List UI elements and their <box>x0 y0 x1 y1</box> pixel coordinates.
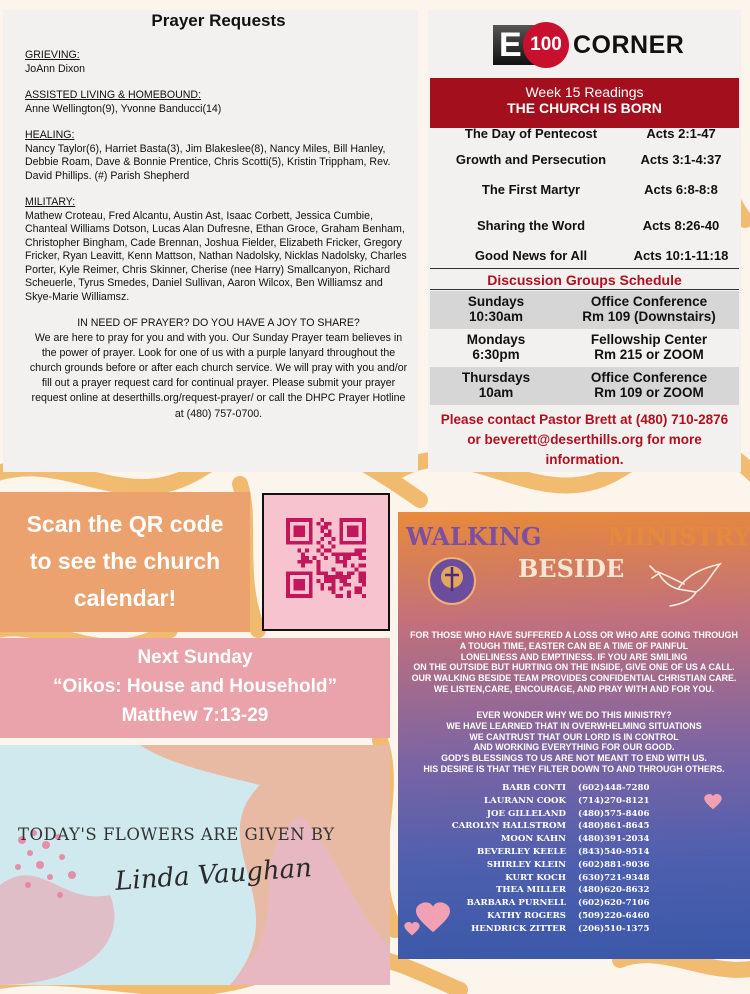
qr-module <box>347 583 351 587</box>
qr-module <box>347 575 351 579</box>
logo-e: E <box>493 25 537 65</box>
reading-reference: Acts 2:1-47 <box>646 126 716 141</box>
qr-module <box>347 594 351 598</box>
section-healing <box>25 129 412 183</box>
qr-module <box>343 583 347 587</box>
title-beside: BESIDE <box>518 554 625 583</box>
qr-module <box>347 552 351 556</box>
reading-title: Sharing the Word <box>476 218 586 233</box>
qr-module <box>332 579 336 583</box>
paragraph-line: A TOUGH TIME, EASTER CAN BE A TIME OF PAINFUL <box>459 640 689 651</box>
schedule-place: Fellowship Center <box>590 332 708 347</box>
e100-corner-panel <box>428 10 741 472</box>
qr-module <box>362 571 366 575</box>
contact-name: THEA MILLER <box>495 885 566 896</box>
qr-code-icon[interactable] <box>286 518 366 598</box>
section-body: Nancy Taylor(6), Harriet Basta(3), Jim Blakeslee(8), Nancy Miles, Bill Hanley, Debbie Roam, Dave & Bonnie Prentice, Chris Scotti(5), Kristin Trippham, Rev. David Phillips. (#) Parish Shepherd <box>25 142 391 182</box>
qr-module <box>332 545 336 549</box>
qr-module <box>316 571 320 575</box>
qr-module <box>294 526 305 537</box>
paragraph-line: WE HAVE LEARNED THAT IN OVERWHELMING SITUATIONS <box>446 720 702 731</box>
e100-logo <box>493 22 683 68</box>
qr-module <box>343 556 347 560</box>
contact-name: HENDRICK ZITTER <box>471 923 566 934</box>
list-item <box>428 872 728 885</box>
schedule-day: Thursdays <box>461 370 531 385</box>
qr-module <box>336 594 340 598</box>
contact-name: KURT KOCH <box>505 872 566 883</box>
qr-module <box>343 579 347 583</box>
qr-module <box>324 548 328 552</box>
contact-phone: (480)391-2034 <box>578 834 650 845</box>
logo-corner-word: CORNER <box>573 31 685 59</box>
qr-module <box>358 575 362 579</box>
schedule-room: Rm 109 or ZOOM <box>594 385 704 400</box>
qr-module <box>324 556 328 560</box>
qr-module <box>351 571 355 575</box>
reading-reference: Acts 6:8-8:8 <box>644 182 718 197</box>
list-item <box>428 795 728 808</box>
qr-module <box>324 533 328 537</box>
contact-name: LAURANN COOK <box>484 795 566 806</box>
schedule-row <box>430 367 739 405</box>
reading-title: The First Martyr <box>481 182 581 197</box>
next-sunday-banner <box>0 638 390 738</box>
ministry-paragraph-1 <box>398 630 750 695</box>
contact-phone: (630)721-9348 <box>578 872 650 883</box>
list-item <box>428 833 728 846</box>
qr-module <box>294 579 305 590</box>
qr-module <box>362 579 366 583</box>
qr-module <box>362 548 366 552</box>
schedule-room: Rm 215 or ZOOM <box>594 347 704 362</box>
section-heading: MILITARY: <box>25 196 76 208</box>
reading-reference: Acts 8:26-40 <box>642 218 720 233</box>
heart-icon <box>404 922 420 936</box>
flowers-title: TODAY'S FLOWERS ARE GIVEN BY <box>18 825 335 844</box>
ministry-paragraph-2 <box>398 710 750 775</box>
contact-phone: (480)620-8632 <box>578 885 650 896</box>
qr-module <box>328 579 332 583</box>
title-walking: WALKING <box>406 522 542 551</box>
section-assisted-living <box>25 89 412 116</box>
logo-100-circle: 100 <box>523 22 569 68</box>
schedule-time: 10am <box>478 385 514 400</box>
qr-module <box>339 579 343 583</box>
qr-module <box>358 552 362 556</box>
contact-line: or beverett@deserthills.org for more <box>467 432 702 447</box>
contact-name: KATHY ROGERS <box>487 910 566 921</box>
contact-name: JOE GILLELAND <box>486 808 566 819</box>
qr-module <box>320 571 324 575</box>
reading-reference: Acts 3:1-4:37 <box>640 152 722 167</box>
paragraph-line: WE CANTRUST THAT OUR LORD IS IN CONTROL <box>469 731 679 742</box>
prayer-need-body: We are here to pray for you and with you. Our Sunday Prayer team believes in the power of prayer. Look for one of us with a purple lanyard throughout the church grounds before or after each church service. We will pray with you and/or fill out a prayer request card for continual prayer. Please submit your prayer request online at deserthills.org/request-prayer/ or call the DHPC Prayer Hotline at (480) 757-0700. <box>29 331 408 420</box>
qr-module <box>301 552 305 556</box>
sermon-scripture: Matthew 7:13-29 <box>121 705 269 726</box>
qr-module <box>316 541 320 545</box>
qr-module <box>339 571 343 575</box>
qr-module <box>328 522 332 526</box>
qr-module <box>358 587 362 591</box>
qr-module <box>347 556 351 560</box>
paragraph-line: GOD'S BLESSINGS TO US ARE NOT MEANT TO END WITH US. <box>441 753 707 764</box>
qr-module <box>316 522 320 526</box>
qr-module <box>339 575 343 579</box>
contact-line: Please contact Pastor Brett at (480) 710-2876 <box>440 412 729 427</box>
qr-module <box>316 568 320 572</box>
qr-module <box>316 579 320 583</box>
qr-module <box>305 560 309 564</box>
qr-module <box>358 548 362 552</box>
qr-module <box>351 564 355 568</box>
qr-module <box>305 556 309 560</box>
list-item <box>428 910 728 923</box>
qr-module <box>362 556 366 560</box>
qr-module <box>297 560 301 564</box>
ministry-contact-list <box>428 782 728 936</box>
week-label: Week 15 Readings <box>525 84 644 100</box>
paragraph-line: LONELINESS AND EMPTINESS. IF YOU ARE SMILING <box>460 651 688 662</box>
qr-module <box>343 564 347 568</box>
qr-module <box>324 571 328 575</box>
qr-module <box>343 560 347 564</box>
qr-module <box>301 556 305 560</box>
qr-module <box>355 587 359 591</box>
qr-module <box>336 560 340 564</box>
qr-module <box>324 526 328 530</box>
paragraph-line: ON THE OUTSIDE BUT HURTING ON THE INSIDE, GIVE ONE OF US A CALL. <box>413 662 735 673</box>
paragraph-line: EVER WONDER WHY WE DO THIS MINISTRY? <box>476 710 672 720</box>
divider <box>430 268 739 269</box>
schedule-day: Mondays <box>466 332 526 347</box>
schedule-place: Office Conference <box>590 370 708 385</box>
list-item <box>428 897 728 910</box>
week-readings-banner <box>430 78 739 128</box>
qr-module <box>362 594 366 598</box>
contact-phone: (480)575-8406 <box>578 808 650 819</box>
qr-module <box>320 529 324 533</box>
list-item <box>428 859 728 872</box>
list-item <box>428 923 728 936</box>
section-heading: HEALING: <box>25 129 75 141</box>
ministry-logo-icon <box>428 557 476 605</box>
contact-name: CAROLYN HALLSTROM <box>451 821 566 832</box>
qr-module <box>336 575 340 579</box>
qr-module <box>328 575 332 579</box>
qr-module <box>324 575 328 579</box>
schedule-time: 6:30pm <box>472 347 520 362</box>
discussion-groups-title: Discussion Groups Schedule <box>487 272 682 288</box>
dove-icon <box>648 554 728 614</box>
list-item <box>428 846 728 859</box>
qr-module <box>339 560 343 564</box>
paragraph-line: FOR THOSE WHO HAVE SUFFERED A LOSS OR WHO ARE GOING THROUGH <box>410 630 738 640</box>
qr-module <box>316 548 320 552</box>
qr-module <box>358 556 362 560</box>
qr-module <box>358 590 362 594</box>
walking-beside-ministry-panel <box>398 512 750 959</box>
heart-icon <box>704 794 722 810</box>
paragraph-line: HIS DESIRE IS THAT THEY FILTER DOWN TO AND THROUGH OTHERS. <box>423 763 725 774</box>
qr-module <box>297 548 301 552</box>
schedule-room: Rm 109 (Downstairs) <box>582 309 716 324</box>
contact-name: BEVERLEY KEELE <box>476 846 566 857</box>
contact-name: SHIRLEY KLEIN <box>486 859 566 870</box>
qr-module <box>339 587 343 591</box>
schedule-time: 10:30am <box>468 309 524 324</box>
list-item <box>428 884 728 897</box>
qr-module <box>305 548 309 552</box>
prayer-requests-panel <box>3 10 418 472</box>
qr-module <box>320 518 324 522</box>
schedule-row <box>430 329 739 367</box>
reading-title: Growth and Persecution <box>455 152 607 167</box>
scan-line: calendar! <box>73 585 177 611</box>
scan-line: to see the church <box>29 548 221 574</box>
contact-phone: (509)220-6460 <box>578 910 650 921</box>
qr-module <box>347 590 351 594</box>
qr-module <box>313 556 317 560</box>
contact-name: BARB CONTI <box>502 783 566 793</box>
section-heading: GRIEVING: <box>25 49 80 61</box>
qr-module <box>316 564 320 568</box>
section-body: JoAnn Dixon <box>25 62 86 75</box>
title-ministry: MINISTRY <box>608 522 750 551</box>
divider <box>430 289 739 290</box>
qr-module <box>336 552 340 556</box>
section-military <box>25 196 412 304</box>
contact-phone: (602)881-9036 <box>578 859 650 870</box>
qr-module <box>343 552 347 556</box>
next-sunday-label: Next Sunday <box>137 647 253 668</box>
list-item <box>428 808 728 821</box>
paragraph-line: AND WORKING EVERYTHING FOR OUR GOOD. <box>473 742 675 753</box>
qr-module <box>358 564 362 568</box>
contact-phone: (843)540-9514 <box>578 846 650 857</box>
section-grieving <box>25 49 412 76</box>
flowers-donor-name: Linda Vaughan <box>114 853 313 897</box>
prayer-requests-title: Prayer Requests <box>151 11 286 30</box>
qr-module <box>332 587 336 591</box>
qr-module <box>355 590 359 594</box>
qr-module <box>320 587 324 591</box>
contact-name: BARBARA PURNELL <box>466 898 566 909</box>
week-theme: THE CHURCH IS BORN <box>507 100 662 116</box>
contact-phone: (206)510-1375 <box>578 923 650 934</box>
contact-phone: (714)270-8121 <box>578 795 650 806</box>
qr-code-frame <box>262 493 390 631</box>
qr-module <box>320 583 324 587</box>
qr-module <box>347 526 358 537</box>
sermon-title: “Oikos: House and Household” <box>53 676 337 697</box>
qr-module <box>362 564 366 568</box>
qr-module <box>362 575 366 579</box>
qr-module <box>332 537 336 541</box>
reading-title: Good News for All <box>474 248 588 263</box>
qr-module <box>301 560 305 564</box>
qr-module <box>332 575 336 579</box>
reading-reference: Acts 10:1-11:18 <box>633 248 729 263</box>
qr-module <box>324 522 328 526</box>
paragraph-line: WE LISTEN,CARE, ENCOURAGE, AND PRAY WITH AND FOR YOU. <box>433 683 715 694</box>
qr-module <box>362 583 366 587</box>
schedule-day: Sundays <box>467 294 525 309</box>
contact-phone: (602)620-7106 <box>578 898 650 909</box>
qr-module <box>339 552 343 556</box>
qr-module <box>332 568 336 572</box>
qr-module <box>355 568 359 572</box>
contact-phone: (602)448-7280 <box>578 783 650 793</box>
qr-module <box>358 571 362 575</box>
qr-module <box>328 587 332 591</box>
qr-module <box>328 529 332 533</box>
qr-module <box>328 541 332 545</box>
prayer-need-heading: IN NEED OF PRAYER? DO YOU HAVE A JOY TO SHARE? <box>77 317 360 329</box>
qr-module <box>332 583 336 587</box>
qr-module <box>332 590 336 594</box>
scan-line: Scan the QR code <box>26 511 224 537</box>
qr-module <box>328 548 332 552</box>
paragraph-line: OUR WALKING BESIDE TEAM PROVIDES CONFIDENTIAL CHRISTIAN CARE. <box>411 673 737 684</box>
qr-module <box>309 560 313 564</box>
qr-module <box>343 575 347 579</box>
qr-module <box>336 571 340 575</box>
section-body: Anne Wellington(9), Yvonne Banducci(14) <box>25 102 222 115</box>
heart-icon <box>416 902 450 934</box>
flowers-dedication-panel <box>0 745 390 985</box>
qr-module <box>328 533 332 537</box>
list-item <box>428 820 728 833</box>
qr-module <box>320 537 324 541</box>
qr-module <box>320 552 324 556</box>
contact-line: information. <box>545 452 624 467</box>
list-item <box>428 782 728 795</box>
qr-module <box>320 545 324 549</box>
section-heading: ASSISTED LIVING & HOMEBOUND: <box>25 89 202 101</box>
contact-phone: (480)861-8645 <box>578 821 650 832</box>
qr-module <box>339 594 343 598</box>
qr-module <box>347 571 351 575</box>
qr-module <box>351 552 355 556</box>
qr-module <box>332 552 336 556</box>
qr-module <box>320 526 324 530</box>
qr-module <box>324 579 328 583</box>
scan-qr-callout <box>0 492 250 632</box>
schedule-row <box>430 291 739 329</box>
qr-module <box>336 556 340 560</box>
schedule-place: Office Conference <box>590 294 708 309</box>
section-body: Mathew Croteau, Fred Alcantu, Austin Ast, Isaac Corbett, Jessica Cumbie, Chanteal Williams Dotson, Lucas Alan Dufresne, Ethan Groce, Graham Benham, Christopher Bingham, Cade Brennan, Joshua Fielder, Elizabeth Fricker, Gregory Fricker, Ryan Leavitt, Kenn Mattson, Nathan Nadolsky, Nicklas Nadolsky, Charles Porter, Kyle Reimer, Chris Skinner, Cherise (nee Harry) Smallcanyon, Richard Scheuerle, Tyrus Smedes, Daniel Sullivan, Aaron Wilcox, Ben Williamsz and Skye-Marie Williamsz. <box>25 209 407 303</box>
qr-module <box>316 560 320 564</box>
qr-module <box>301 564 305 568</box>
reading-title: The Day of Pentecost <box>464 126 598 141</box>
qr-module <box>355 548 359 552</box>
contact-name: MOON KAHN <box>500 834 566 845</box>
contact-pastor-text <box>432 410 737 470</box>
qr-module <box>355 552 359 556</box>
qr-module <box>358 579 362 583</box>
